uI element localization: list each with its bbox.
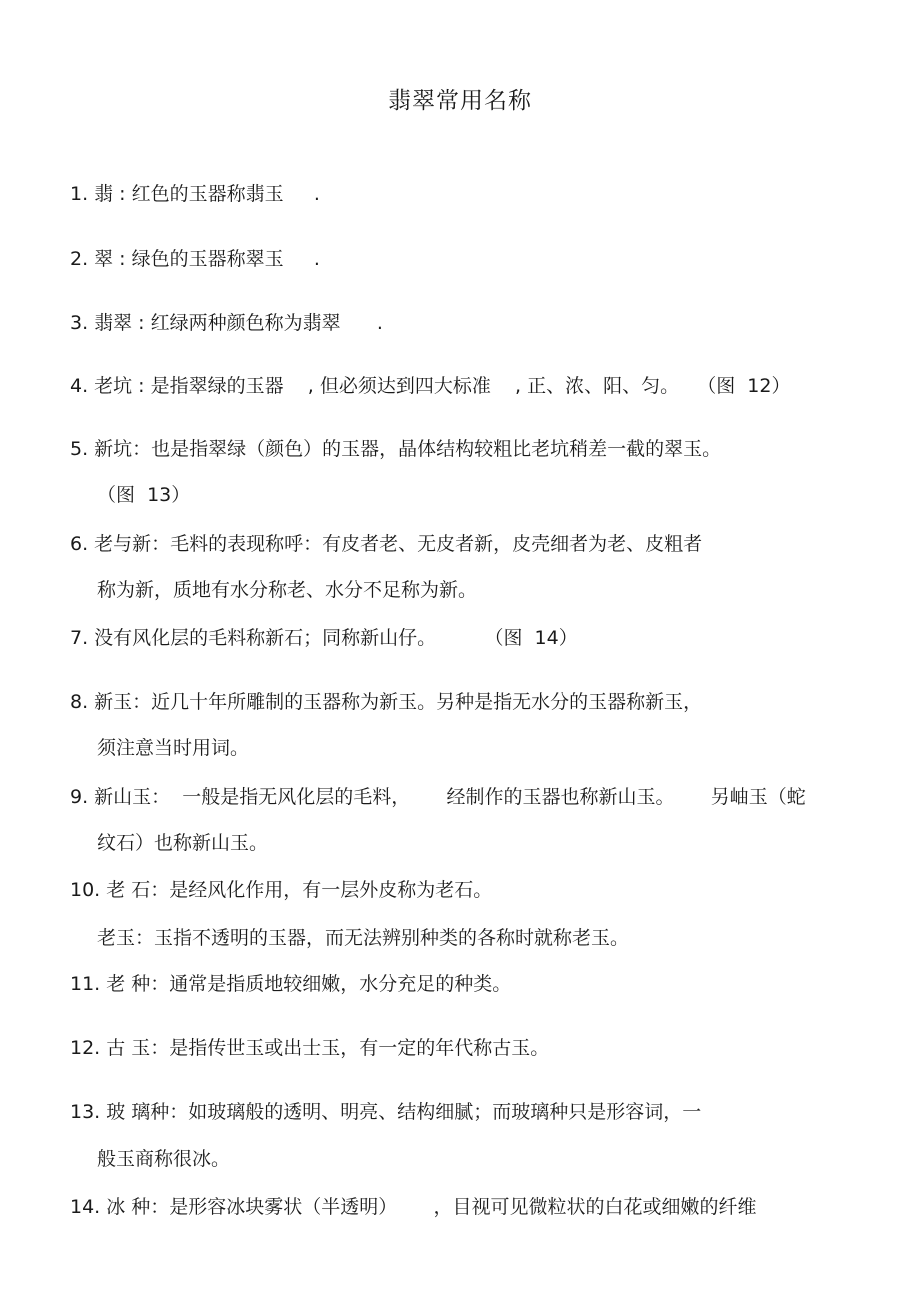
item-text: 翡翠 : 红绿两种颜色称为翡翠 .	[94, 312, 383, 334]
list-item-continuation	[97, 925, 629, 951]
item-number: 11.	[70, 973, 101, 995]
list-item	[70, 689, 702, 715]
list-item	[70, 373, 790, 399]
item-number: 12.	[70, 1037, 101, 1059]
item-number: 10.	[70, 879, 101, 901]
item-text: 须注意当时用词。	[97, 737, 250, 759]
item-text: 玻 璃种：如玻璃般的透明、明亮、结构细腻；而玻璃种只是形容词，一	[106, 1101, 702, 1123]
list-item-continuation	[97, 577, 477, 603]
item-number: 6.	[70, 533, 89, 555]
item-number: 4.	[70, 375, 89, 397]
item-text: 古 玉：是指传世玉或出士玉，有一定的年代称古玉。	[106, 1037, 550, 1059]
list-item	[70, 625, 578, 651]
item-text: 老坑 : 是指翠绿的玉器 , 但必须达到四大标准 , 正、浓、阳、匀。 （图 12）	[94, 375, 791, 397]
item-number: 1.	[70, 183, 89, 205]
item-text: 老 种：通常是指质地较细嫩，水分充足的种类。	[106, 973, 512, 995]
item-text: 称为新，质地有水分称老、水分不足称为新。	[97, 579, 478, 601]
list-item	[70, 784, 806, 810]
item-text: 冰 种：是形容冰块雾状（半透明） ，目视可见微粒状的白花或细嫩的纤维	[106, 1196, 757, 1218]
list-item	[70, 181, 320, 207]
item-text: 老玉：玉指不透明的玉器，而无法辨别种类的各称时就称老玉。	[97, 927, 630, 949]
list-item	[70, 246, 320, 272]
document-title: 翡翠常用名称	[388, 88, 532, 114]
list-item	[70, 877, 492, 903]
item-text: 老 石：是经风化作用，有一层外皮称为老石。	[106, 879, 493, 901]
list-item-continuation	[97, 1146, 230, 1172]
item-text: 翡 : 红色的玉器称翡玉 .	[94, 183, 320, 205]
item-text: 新山玉： 一般是指无风化层的毛料， 经制作的玉器也称新山玉。 另岫玉（蛇	[94, 786, 806, 808]
item-text: 新玉：近几十年所雕制的玉器称为新玉。另种是指无水分的玉器称新玉，	[94, 691, 703, 713]
list-item	[70, 531, 702, 557]
list-item-continuation	[97, 735, 249, 761]
item-number: 5.	[70, 438, 89, 460]
item-text: 新坑：也是指翠绿（颜色）的玉器，晶体结构较粗比老坑稍差一截的翠玉。	[94, 438, 722, 460]
item-number: 7.	[70, 627, 89, 649]
list-item	[70, 310, 383, 336]
item-text: 纹石）也称新山玉。	[97, 832, 269, 854]
item-number: 13.	[70, 1101, 101, 1123]
item-text: （图 13）	[97, 484, 191, 506]
item-number: 8.	[70, 691, 89, 713]
item-number: 14.	[70, 1196, 101, 1218]
item-number: 9.	[70, 786, 89, 808]
item-number: 3.	[70, 312, 89, 334]
list-item	[70, 1099, 701, 1125]
item-text: 翠 : 绿色的玉器称翠玉 .	[94, 248, 320, 270]
list-item	[70, 971, 511, 997]
item-text: 没有风化层的毛料称新石；同称新山仔。 （图 14）	[94, 627, 578, 649]
item-number: 2.	[70, 248, 89, 270]
item-text: 般玉商称很冰。	[97, 1148, 231, 1170]
list-item-continuation	[97, 482, 190, 508]
list-item-continuation	[97, 830, 268, 856]
list-item	[70, 436, 721, 462]
list-item	[70, 1194, 757, 1220]
list-item	[70, 1035, 549, 1061]
item-text: 老与新：毛料的表现称呼：有皮者老、无皮者新，皮壳细者为老、皮粗者	[94, 533, 703, 555]
